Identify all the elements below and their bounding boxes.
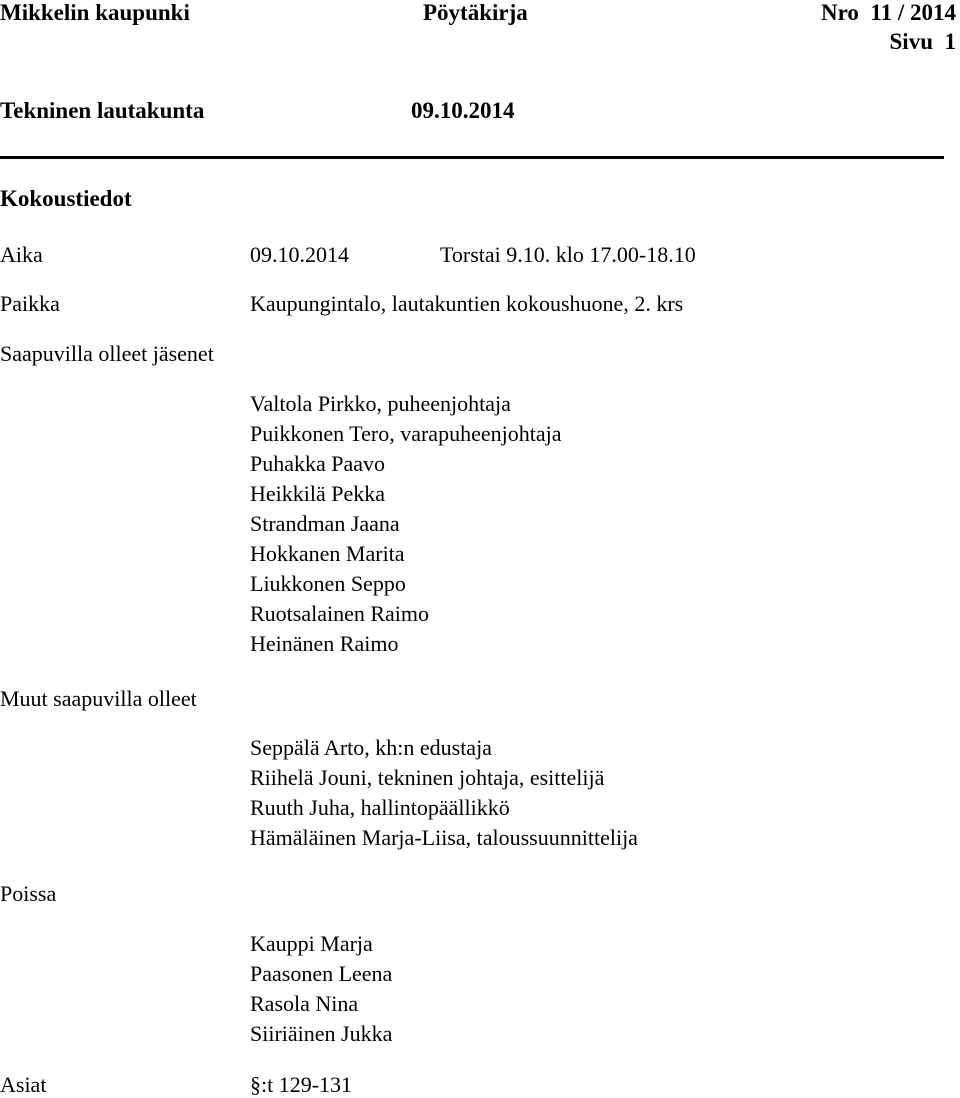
list-item: Strandman Jaana (250, 511, 400, 536)
list-item: Paasonen Leena (250, 961, 393, 986)
meeting-date: 09.10.2014 (411, 98, 515, 123)
matters-label: Asiat (0, 1072, 47, 1097)
list-item: Puikkonen Tero, varapuheenjohtaja (250, 421, 562, 446)
place-value: Kaupungintalo, lautakuntien kokoushuone, 2. krs (250, 291, 684, 316)
list-item: Heikkilä Pekka (250, 481, 386, 506)
section-title: Kokoustiedot (0, 186, 132, 211)
header-divider (0, 156, 944, 159)
list-item: Valtola Pirkko, puheenjohtaja (250, 391, 511, 416)
list-item: Seppälä Arto, kh:n edustaja (250, 735, 492, 760)
organization-name: Mikkelin kaupunki (0, 0, 190, 25)
document-type: Pöytäkirja (423, 0, 528, 25)
list-item: Hokkanen Marita (250, 541, 405, 566)
list-item: Ruuth Juha, hallintopäällikkö (250, 795, 510, 820)
list-item: Hämäläinen Marja-Liisa, taloussuunnittelija (250, 825, 638, 850)
absent-label: Poissa (0, 881, 57, 906)
absent-list (250, 929, 392, 1049)
time-label: Aika (0, 242, 43, 267)
place-label: Paikka (0, 291, 60, 316)
list-item: Rasola Nina (250, 991, 359, 1016)
list-item: Heinänen Raimo (250, 631, 399, 656)
others-present-label: Muut saapuvilla olleet (0, 686, 197, 711)
matters-value: §:t 129-131 (250, 1072, 353, 1097)
list-item: Puhakka Paavo (250, 451, 386, 476)
time-date: 09.10.2014 (250, 242, 349, 267)
time-detail: Torstai 9.10. klo 17.00-18.10 (440, 242, 696, 267)
page-number: Sivu 1 (889, 29, 956, 54)
others-present-list (250, 733, 638, 853)
list-item: Siiriäinen Jukka (250, 1021, 393, 1046)
list-item: Kauppi Marja (250, 931, 373, 956)
list-item: Liukkonen Seppo (250, 571, 406, 596)
present-members-list (250, 389, 561, 659)
present-members-label: Saapuvilla olleet jäsenet (0, 341, 214, 366)
board-name: Tekninen lautakunta (0, 98, 205, 123)
list-item: Ruotsalainen Raimo (250, 601, 430, 626)
list-item: Riihelä Jouni, tekninen johtaja, esittelijä (250, 765, 605, 790)
document-number: Nro 11 / 2014 (820, 0, 956, 25)
